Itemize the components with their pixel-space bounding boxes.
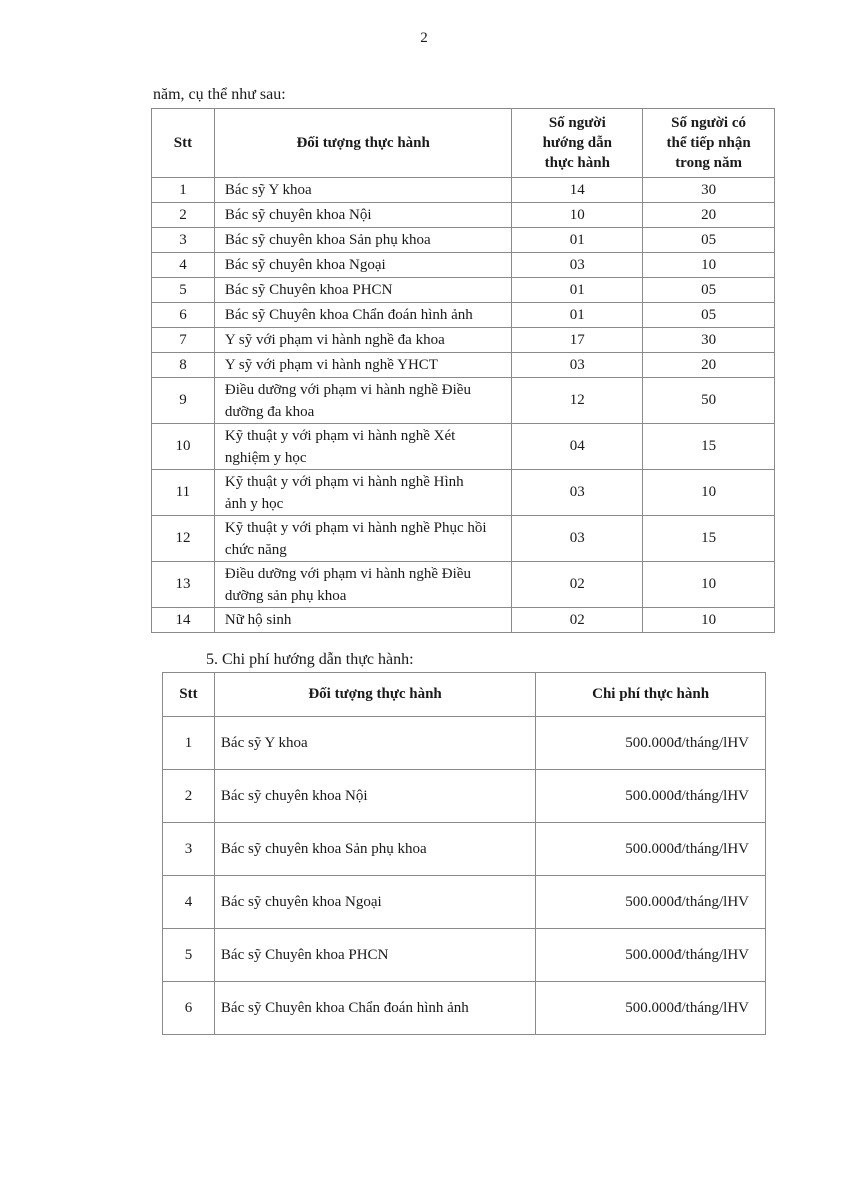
row-capacity: 10 — [643, 562, 775, 608]
row-subject: Kỹ thuật y với phạm vi hành nghề Hình ảnh y học — [214, 470, 511, 516]
table-row — [152, 424, 775, 470]
row-cost: 500.000đ/tháng/lHV — [536, 876, 766, 929]
table-row — [163, 823, 766, 876]
row-stt: 7 — [152, 328, 215, 353]
row-cost: 500.000đ/tháng/lHV — [536, 717, 766, 770]
table-row — [152, 203, 775, 228]
row-instructors: 12 — [512, 378, 643, 424]
row-subject: Bác sỹ Chuyên khoa PHCN — [214, 929, 535, 982]
row-capacity: 20 — [643, 353, 775, 378]
row-subject: Y sỹ với phạm vi hành nghề đa khoa — [214, 328, 511, 353]
row-stt: 1 — [152, 178, 215, 203]
row-subject: Bác sỹ chuyên khoa Nội — [214, 770, 535, 823]
table-row — [152, 378, 775, 424]
row-instructors: 02 — [512, 608, 643, 633]
table-row — [152, 328, 775, 353]
row-cost: 500.000đ/tháng/lHV — [536, 823, 766, 876]
row-stt: 4 — [152, 253, 215, 278]
row-subject: Bác sỹ Chuyên khoa Chẩn đoán hình ảnh — [214, 982, 535, 1035]
row-stt: 13 — [152, 562, 215, 608]
row-capacity: 05 — [643, 228, 775, 253]
header-subject: Đối tượng thực hành — [214, 109, 511, 178]
table-row — [163, 876, 766, 929]
row-stt: 10 — [152, 424, 215, 470]
table-row — [163, 982, 766, 1035]
row-subject: Nữ hộ sinh — [214, 608, 511, 633]
row-instructors: 01 — [512, 228, 643, 253]
row-stt: 2 — [152, 203, 215, 228]
page-number: 2 — [420, 30, 428, 46]
section-5-heading: 5. Chi phí hướng dẫn thực hành: — [206, 651, 414, 668]
row-stt: 12 — [152, 516, 215, 562]
table-row — [163, 929, 766, 982]
table-header-row — [152, 109, 775, 178]
table-row — [152, 470, 775, 516]
header-instructors: Số người hướng dẫn thực hành — [512, 109, 643, 178]
row-cost: 500.000đ/tháng/lHV — [536, 982, 766, 1035]
row-stt: 3 — [152, 228, 215, 253]
row-subject: Bác sỹ chuyên khoa Sản phụ khoa — [214, 823, 535, 876]
row-subject: Điều dưỡng với phạm vi hành nghề Điều dưỡng sản phụ khoa — [214, 562, 511, 608]
table-row — [152, 353, 775, 378]
row-stt: 4 — [163, 876, 215, 929]
row-stt: 11 — [152, 470, 215, 516]
header-cost: Chi phí thực hành — [536, 673, 766, 717]
table-row — [152, 278, 775, 303]
row-subject: Kỹ thuật y với phạm vi hành nghề Phục hồi chức năng — [214, 516, 511, 562]
row-subject: Bác sỹ chuyên khoa Nội — [214, 203, 511, 228]
row-cost: 500.000đ/tháng/lHV — [536, 929, 766, 982]
row-subject: Bác sỹ chuyên khoa Ngoại — [214, 876, 535, 929]
row-stt: 3 — [163, 823, 215, 876]
table-row — [152, 228, 775, 253]
row-subject: Kỹ thuật y với phạm vi hành nghề Xét nghiệm y học — [214, 424, 511, 470]
row-stt: 5 — [152, 278, 215, 303]
row-subject: Điều dưỡng với phạm vi hành nghề Điều dưỡng đa khoa — [214, 378, 511, 424]
row-subject: Bác sỹ Y khoa — [214, 717, 535, 770]
row-subject: Bác sỹ Y khoa — [214, 178, 511, 203]
row-subject: Bác sỹ chuyên khoa Ngoại — [214, 253, 511, 278]
table-row — [152, 178, 775, 203]
row-instructors: 10 — [512, 203, 643, 228]
row-subject: Y sỹ với phạm vi hành nghề YHCT — [214, 353, 511, 378]
row-stt: 9 — [152, 378, 215, 424]
table-header-row — [163, 673, 766, 717]
table-row — [152, 253, 775, 278]
row-instructors: 03 — [512, 516, 643, 562]
row-capacity: 50 — [643, 378, 775, 424]
header-stt: Stt — [163, 673, 215, 717]
table-row — [152, 303, 775, 328]
row-instructors: 17 — [512, 328, 643, 353]
header-capacity: Số người có thể tiếp nhận trong năm — [643, 109, 775, 178]
row-subject: Bác sỹ chuyên khoa Sản phụ khoa — [214, 228, 511, 253]
row-cost: 500.000đ/tháng/lHV — [536, 770, 766, 823]
row-capacity: 15 — [643, 516, 775, 562]
row-capacity: 10 — [643, 608, 775, 633]
row-subject: Bác sỹ Chuyên khoa PHCN — [214, 278, 511, 303]
row-capacity: 10 — [643, 253, 775, 278]
row-instructors: 03 — [512, 253, 643, 278]
row-instructors: 04 — [512, 424, 643, 470]
row-stt: 2 — [163, 770, 215, 823]
table-row — [163, 717, 766, 770]
row-instructors: 14 — [512, 178, 643, 203]
table-row — [152, 608, 775, 633]
row-instructors: 01 — [512, 278, 643, 303]
header-stt: Stt — [152, 109, 215, 178]
row-stt: 14 — [152, 608, 215, 633]
row-capacity: 15 — [643, 424, 775, 470]
row-stt: 8 — [152, 353, 215, 378]
table-row — [163, 770, 766, 823]
row-capacity: 30 — [643, 178, 775, 203]
row-capacity: 20 — [643, 203, 775, 228]
practice-capacity-table — [151, 108, 775, 633]
row-instructors: 03 — [512, 353, 643, 378]
row-stt: 5 — [163, 929, 215, 982]
table-row — [152, 562, 775, 608]
row-stt: 6 — [163, 982, 215, 1035]
row-subject: Bác sỹ Chuyên khoa Chẩn đoán hình ảnh — [214, 303, 511, 328]
row-stt: 6 — [152, 303, 215, 328]
practice-cost-table — [162, 672, 766, 1035]
intro-text: năm, cụ thể như sau: — [153, 86, 286, 103]
row-capacity: 05 — [643, 303, 775, 328]
row-instructors: 01 — [512, 303, 643, 328]
table-row — [152, 516, 775, 562]
row-instructors: 03 — [512, 470, 643, 516]
header-subject: Đối tượng thực hành — [214, 673, 535, 717]
row-capacity: 05 — [643, 278, 775, 303]
row-stt: 1 — [163, 717, 215, 770]
row-capacity: 30 — [643, 328, 775, 353]
row-capacity: 10 — [643, 470, 775, 516]
row-instructors: 02 — [512, 562, 643, 608]
